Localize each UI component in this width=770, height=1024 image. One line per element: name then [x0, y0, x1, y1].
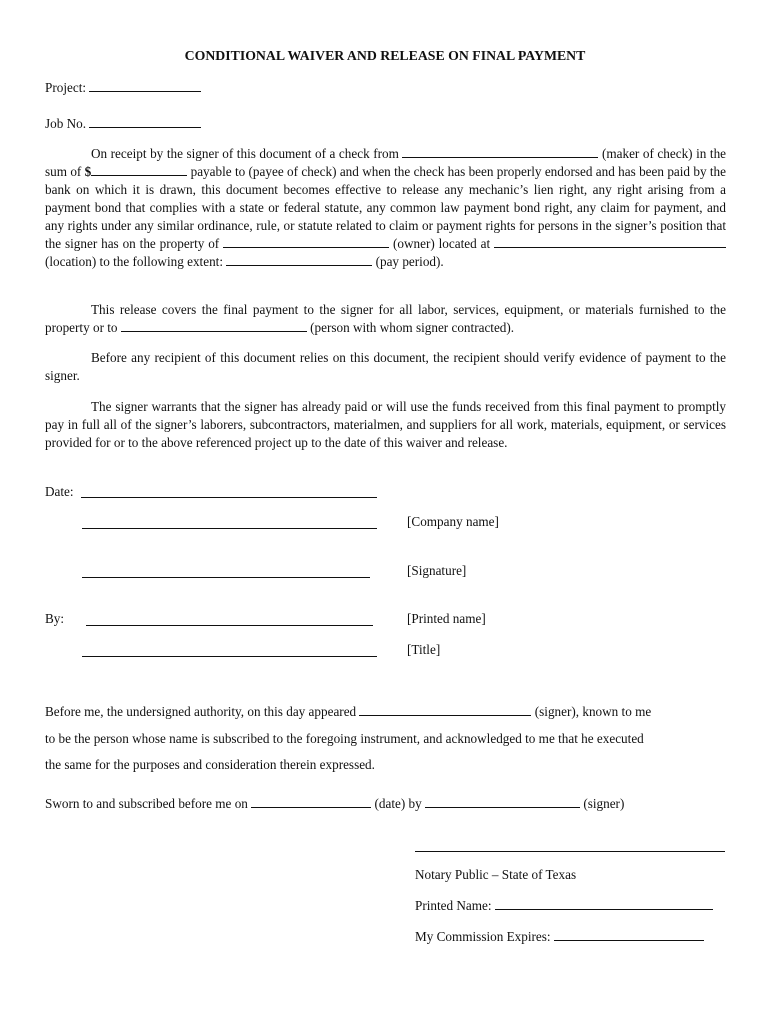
printed-name-field[interactable] [86, 625, 373, 626]
notary-printed-name-line [415, 898, 713, 914]
verify-text: Before any recipient of this document relies on this document, the recipient should verify evidence of payment to the signer. [45, 350, 726, 383]
title-field[interactable] [82, 656, 377, 657]
commission-expires-field[interactable] [554, 929, 704, 941]
contracted-person-field[interactable] [121, 320, 307, 332]
appeared-signer-field[interactable] [359, 704, 531, 716]
warrant-text: The signer warrants that the signer has already paid or will use the funds received from this final payment to promptly pay in full all of the signer’s laborers, subcontractors, materialmen, and suppliers for all work, materials, equipment, or services provided for or to the above referenced project up to the date of this waiver and release. [45, 399, 726, 450]
sworn-text-c: (signer) [583, 796, 625, 811]
receipt-text-1: On receipt by the signer of this document of a check from [91, 146, 399, 161]
project-field[interactable] [89, 80, 201, 92]
signature-field[interactable] [82, 577, 370, 578]
notary-text-1b: (signer), known to me [534, 704, 652, 719]
receipt-paragraph [45, 145, 726, 271]
company-name-label: [Company name] [407, 514, 499, 529]
job-number-label: Job No. [45, 116, 87, 131]
notary-signature-field[interactable] [415, 851, 725, 852]
title-label: [Title] [407, 642, 441, 657]
page-title: CONDITIONAL WAIVER AND RELEASE ON FINAL PAYMENT [184, 48, 586, 63]
maker-of-check-field[interactable] [402, 146, 598, 158]
by-label: By: [45, 611, 65, 626]
sworn-date-field[interactable] [251, 796, 371, 808]
date-label: Date: [45, 484, 74, 499]
sworn-line [45, 796, 624, 812]
commission-expires-label: My Commission Expires: [415, 929, 551, 944]
release-text-1: This release covers the final payment to the signer for all labor, services, equipment, or materials furnished to the property or to [45, 302, 726, 335]
sworn-text-b: (date) by [374, 796, 422, 811]
release-text-2: (person with whom signer contracted). [310, 320, 515, 335]
notary-text-1a: Before me, the undersigned authority, on this day appeared [45, 704, 357, 719]
printed-name-label: [Printed name] [407, 611, 486, 626]
location-field[interactable] [494, 236, 726, 248]
commission-line [415, 929, 704, 945]
notary-public-label: Notary Public – State of Texas [415, 867, 577, 882]
job-number-line [45, 116, 201, 132]
warrant-paragraph [45, 398, 726, 452]
project-line [45, 80, 201, 96]
company-name-field[interactable] [82, 528, 377, 529]
receipt-text-6: (pay period). [375, 254, 444, 269]
receipt-text-3: payable to (payee of check) and when the check has been properly endorsed and has been paid by the bank on which it is drawn, this document becomes effective to release any mechanic’s lien right, any right arising from a payment bond that complies with a state or federal statute, any common law payment bond right, any claim for payment, and any rights under any similar ordinance, rule, or statute related to claim or payment rights for persons in the signer’s position that the signer has on the property of [45, 164, 726, 251]
sworn-text-a: Sworn to and subscribed before me on [45, 796, 248, 811]
amount-field[interactable] [91, 164, 187, 176]
receipt-text-5: (location) to the following extent: [45, 254, 223, 269]
dollar-sign: $ [84, 164, 92, 179]
notary-line-2: to be the person whose name is subscribed to the foregoing instrument, and acknowledged to me that he executed [45, 731, 644, 746]
receipt-text-4: (owner) located at [393, 236, 491, 251]
receipt-text-2: (maker of check) in the sum of [45, 146, 727, 179]
pay-period-field[interactable] [226, 254, 372, 266]
release-paragraph [45, 301, 726, 337]
sworn-signer-field[interactable] [425, 796, 580, 808]
owner-field[interactable] [223, 236, 389, 248]
notary-printed-name-label: Printed Name: [415, 898, 492, 913]
date-field[interactable] [81, 497, 377, 498]
notary-line-1 [45, 704, 651, 720]
notary-line-3: the same for the purposes and consideration therein expressed. [45, 757, 375, 772]
notary-printed-name-field[interactable] [495, 898, 713, 910]
project-label: Project: [45, 80, 87, 95]
verify-paragraph [45, 349, 726, 385]
signature-label: [Signature] [407, 563, 467, 578]
job-number-field[interactable] [89, 116, 201, 128]
